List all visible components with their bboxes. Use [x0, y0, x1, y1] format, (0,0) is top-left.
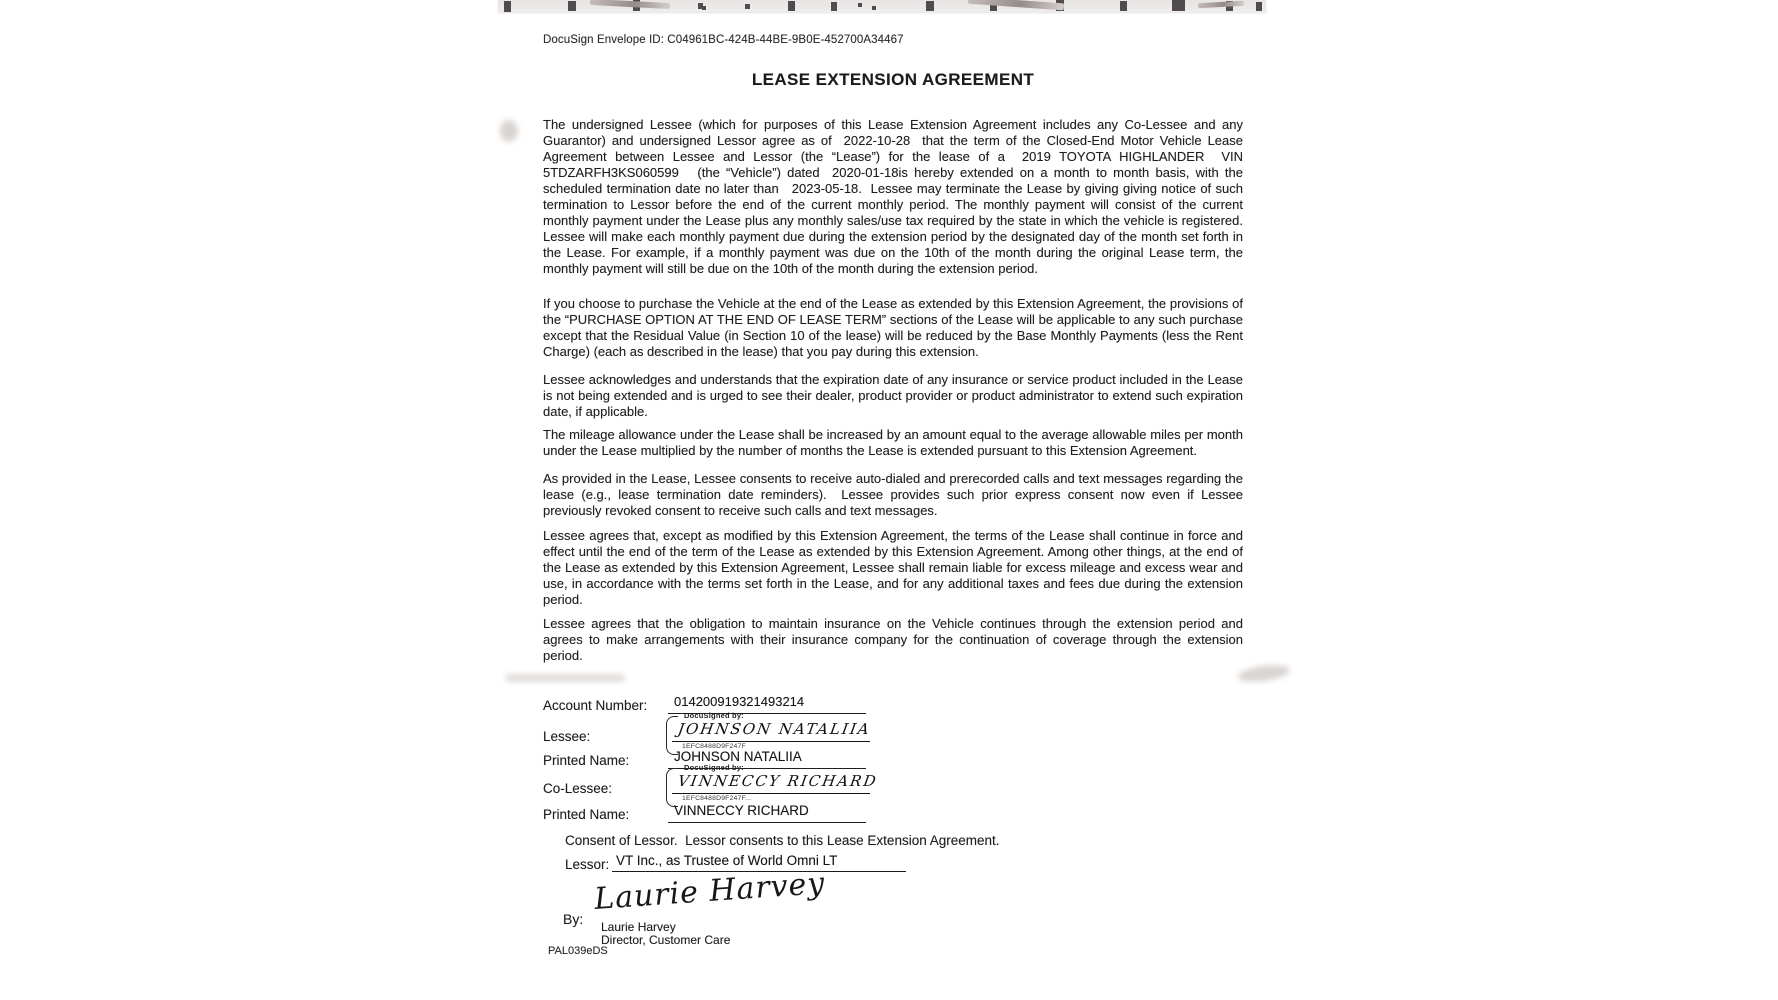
- document-title: LEASE EXTENSION AGREEMENT: [751, 70, 1035, 89]
- docusigned-by-label: DocuSigned by:: [684, 711, 744, 720]
- lessee-printed-name-label: Printed Name:: [543, 753, 630, 768]
- paragraph-text: Lessee acknowledges and understands that the expiration date of any insurance or service product included in the Lease is not being extended and is urged to see their dealer, product provider or product administrator to extend such expiration date, if applicable.: [543, 372, 1247, 419]
- paragraph-text: As provided in the Lease, Lessee consents to receive auto-dialed and prerecorded calls and text messages regarding the lease (e.g., lease termination date reminders). Lessee provides such prior express consent now even if Lessee previously revoked consent to receive such calls and text messages.: [543, 471, 1247, 518]
- docusign-signature-id: 1EFC8488D9F247F: [682, 743, 746, 750]
- scan-mark: [568, 1, 576, 11]
- scan-mark: [926, 1, 934, 11]
- form-filled-value: 2019 TOYOTA HIGHLANDER: [1021, 149, 1205, 164]
- docusign-envelope-id: DocuSign Envelope ID: C04961BC-424B-44BE-9B0E-452700A34467: [543, 34, 904, 46]
- paragraph-text: that the term of the Closed-End Motor Vehicle Lease Agreement between Lessee and Lessor (the “Lease”) for the lease of a: [543, 133, 1246, 164]
- scan-mark: [788, 1, 795, 11]
- scan-mark: [702, 6, 706, 10]
- form-filled-value: 5TDZARFH3KS060599: [543, 165, 679, 180]
- form-filled-value: 2020-01-18: [832, 165, 899, 180]
- lessee-signature-field: [672, 711, 872, 750]
- co-lessee-signature: VINNECCY RICHARD: [676, 772, 879, 790]
- co-lessee-label: Co-Lessee:: [543, 781, 613, 796]
- paragraph-text: is hereby extended on a month to month basis, with the scheduled termination date no later than: [543, 165, 1247, 196]
- lessee-label: Lessee:: [543, 729, 591, 744]
- scan-smudge: [1237, 662, 1291, 684]
- form-filled-value: 2023-05-18.: [791, 181, 862, 196]
- scan-mark: [831, 2, 837, 11]
- paragraph: [543, 372, 1247, 420]
- paragraphs: [543, 117, 1251, 664]
- lessor-value: VT Inc., as Trustee of World Omni LT: [612, 853, 906, 872]
- docusign-signature-id: 1EFC8488D9F247F...: [682, 795, 752, 802]
- by-label: By:: [563, 911, 584, 927]
- co-lessee-printed-name-value: VINNECCY RICHARD: [668, 803, 866, 823]
- signer-printed-name: Laurie Harvey: [601, 920, 676, 934]
- paragraph: [543, 117, 1251, 277]
- lessee-printed-name-value: JOHNSON NATALIIA: [668, 749, 866, 769]
- scan-pen-shape: [968, 0, 1064, 10]
- co-lessee-signature-field: [672, 763, 879, 802]
- scan-artifact-strip: [498, 0, 1266, 12]
- scan-pen-shape: [1198, 1, 1244, 8]
- signature-line: [672, 720, 873, 742]
- scan-mark: [1120, 1, 1127, 11]
- paragraph-text: The undersigned Lessee (which for purposes of this Lease Extension Agreement includes any Co-Lessee and any Guarantor) and undersigned Lessor agree as of: [543, 117, 1247, 148]
- scan-smudge: [505, 674, 625, 682]
- paragraph: [543, 427, 1247, 459]
- scan-mark: [858, 3, 862, 7]
- paragraph-text: If you choose to purchase the Vehicle at the end of the Lease as extended by this Extension Agreement, the provisions of the “PURCHASE OPTION AT THE END OF LEASE TERM” sections of the Lease will be applicable to any such purchase except that the Residual Value (in Section 10 of the lease) will be reduced by the Base Monthly Payments (less the Rent Charge) (each as described in the lease) that you pay during this extension.: [543, 296, 1247, 359]
- paragraph: [543, 296, 1247, 360]
- scan-smudge: [500, 120, 518, 142]
- signer-title: Director, Customer Care: [601, 933, 731, 947]
- account-number-value: 014200919321493214: [668, 694, 866, 714]
- account-number-label: Account Number:: [543, 698, 648, 713]
- paragraph: [543, 616, 1247, 664]
- consent-of-lessor-text: Consent of Lessor. Lessor consents to this Lease Extension Agreement.: [565, 833, 1000, 848]
- paragraph-text: (the “Vehicle”) dated: [678, 165, 833, 180]
- scan-mark: [872, 6, 876, 10]
- docusigned-by-label: DocuSigned by:: [684, 763, 744, 772]
- scan-pen-shape: [590, 0, 670, 9]
- paragraph: [543, 471, 1247, 519]
- paragraph-text: Lessee agrees that the obligation to maintain insurance on the Vehicle continues through the extension period and agrees to make arrangements with their insurance company for the continuation of coverage through the extension period.: [543, 616, 1247, 663]
- form-filled-value: 2022-10-28: [843, 133, 911, 148]
- paragraph-text: Lessee may terminate the Lease by giving giving notice of such termination to Lessor before the end of the current monthly period. The monthly payment will consist of the current monthly payment under the Lease plus any monthly sales/use tax required by the state in which the vehicle is registered. Lessee will make each monthly payment due during the extension period by the designated day of the month set forth in the Lease. For example, if a monthly payment was due on the 10th of the month during the original Lease term, the monthly payment will still be due on the 10th of the month during the extension period.: [543, 181, 1247, 276]
- lessor-label: Lessor:: [565, 857, 610, 872]
- scan-mark: [1172, 0, 1185, 11]
- scan-mark: [1256, 2, 1262, 11]
- scan-mark: [745, 4, 750, 9]
- paragraph-text: Lessee agrees that, except as modified by this Extension Agreement, the terms of the Lease shall continue in force and effect until the end of the term of the Lease as extended by this Extension Agreement. Among other things, at the end of the Lease as extended by this Extension Agreement, Lessee shall remain liable for excess mileage and excess wear and use, in accordance with the terms set forth in the Lease, and for any additional taxes and fees due during the extension period.: [543, 528, 1247, 607]
- lessee-signature: JOHNSON NATALIIA: [676, 720, 873, 738]
- co-lessee-printed-name-label: Printed Name:: [543, 807, 630, 822]
- signature-line: [672, 772, 879, 794]
- paragraph: [543, 528, 1247, 608]
- scan-mark: [504, 1, 511, 12]
- paragraph-text: VIN: [1204, 149, 1251, 164]
- paragraph-text: The mileage allowance under the Lease shall be increased by an amount equal to the average allowable miles per month under the Lease multiplied by the number of months the Lease is extended pursuant to this Extension Agreement.: [543, 427, 1247, 458]
- lessor-handwritten-signature: Laurie Harvey: [593, 865, 827, 918]
- form-code: PAL039eDS: [548, 945, 608, 957]
